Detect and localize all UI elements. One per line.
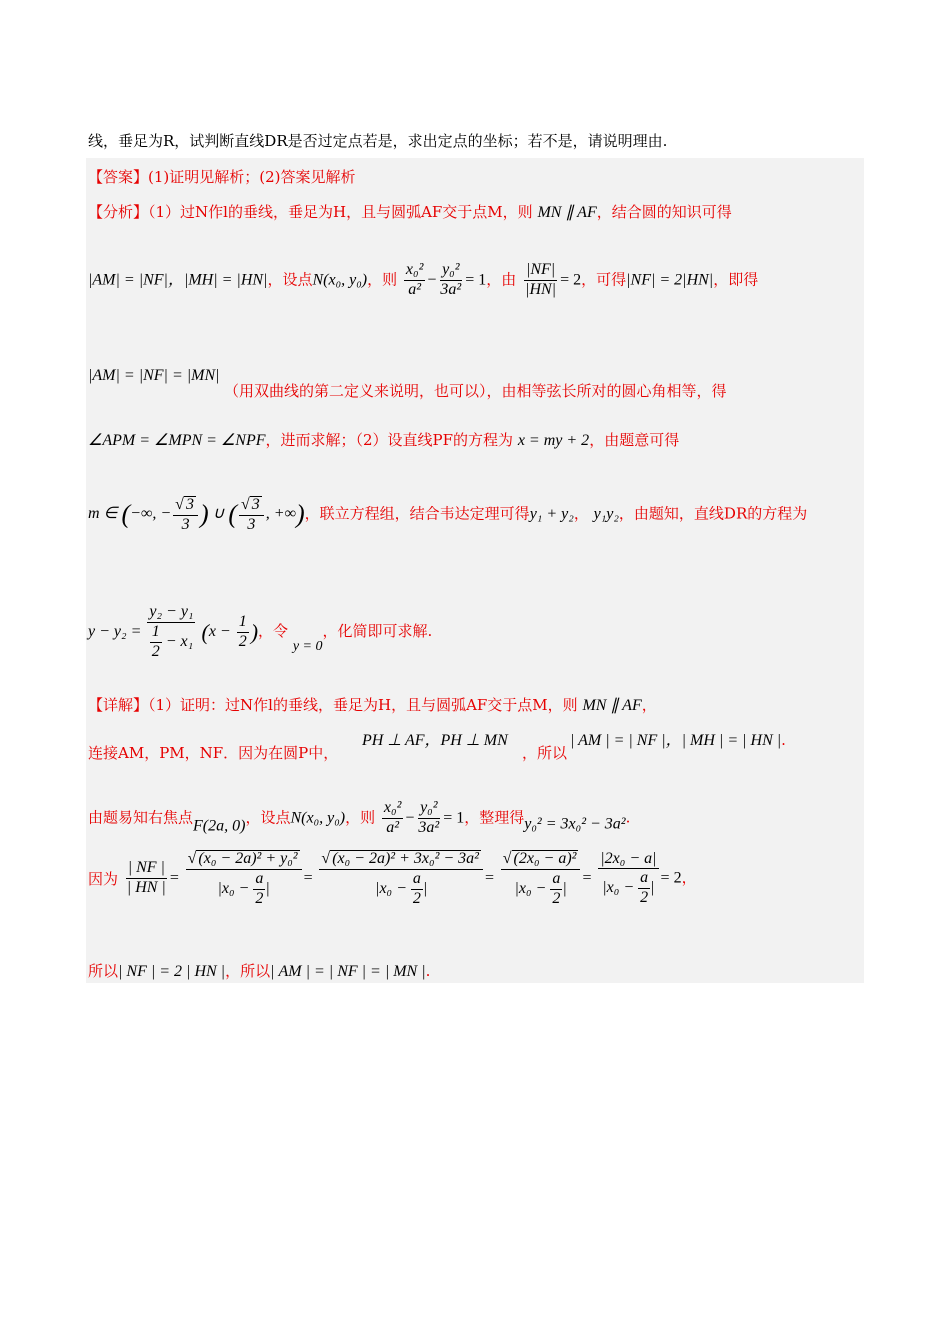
detail-text-5: 所以 xyxy=(88,962,119,980)
detail-math-3c: y₀² = 3x₀² − 3a² xyxy=(524,815,626,833)
analysis-line-5: m ∈ (−∞, − $\frac{√ 3}{3}$ ) ∪ ( $\frac{√ 3}{3}$ , +∞)，联立方程组，结合韦达定理可得y₁ + y₂， y₁y₂，由题知，直线DR的方程为 xyxy=(88,496,808,533)
analysis-text-2d: ，则 xyxy=(367,270,398,289)
detail-line-4: 因为 $\frac{| NF |}{| HN |}$ = √ (x₀ − 2a)² + y₀² |x₀ − $\frac{a}{2}$ | = √ (x₀ − 2a)² + 3x₀² − 3a² |x₀ − $\frac{a}{2}$ | = √ (2x₀ − a)² |x₀ − $\frac{a}{2}$ | = |2x₀ − a| |x₀ − $\frac{a}{2}$ | = 2， xyxy=(88,849,697,907)
analysis-math-2i: |NF| = 2|HN| xyxy=(626,271,714,289)
analysis-math-5a: y₁ + y₂ xyxy=(529,505,574,523)
analysis-line-3 xyxy=(88,366,220,385)
detail-text-3d: ，整理得 xyxy=(464,808,525,827)
analysis-text-6: ，令 xyxy=(258,621,289,640)
analysis-text-1b: ，结合圆的知识可得 xyxy=(596,203,732,221)
analysis-line-3b xyxy=(224,380,727,401)
detail-line-1: 【详解】（1）证明：过N作l的垂线，垂足为H，且与圆弧AF交于点M，则 MN ∥ AF， xyxy=(88,696,657,714)
analysis-math-4: ∠APM = ∠MPN = ∠NPF xyxy=(88,432,266,449)
detail-line-3: 由题易知右焦点F(2a, 0)，设点N(x₀, y₀)，则 $\frac{\text{x₀²}}{\text{a²}}$ − $\frac{\text{y₀²}}{\text{3a²}}$ = 1，整理得y₀² = 3x₀² − 3a². xyxy=(88,799,631,836)
detail-math-2: PH ⊥ AF，PH ⊥ MN xyxy=(362,732,508,749)
analysis-tag: 【分析】 xyxy=(88,203,149,221)
detail-math-5b: | AM | = | NF | = | MN | xyxy=(270,963,426,980)
detail-line-2d: | AM | = | NF |，| MH | = | HN |. xyxy=(570,731,786,749)
detail-math-2b: | AM | = | NF |，| MH | = | HN | xyxy=(570,732,782,749)
fraction-nf-hn-2: $\frac{| NF |}{| HN |}$ xyxy=(126,859,166,897)
detail-math-4: = 2 xyxy=(660,869,682,887)
detail-text-3c: ，则 xyxy=(345,808,376,827)
analysis-text-3: （用双曲线的第二定义来说明，也可以），由相等弦长所对的圆心角相等，得 xyxy=(224,382,727,400)
analysis-math-5b: y₁y₂ xyxy=(593,505,619,523)
detail-line-2b xyxy=(362,727,508,750)
analysis-text-2h: ，可得 xyxy=(581,270,627,289)
detail-tag: 【详解】 xyxy=(88,696,149,714)
line-dr-equation: y − y₂ = y₂ − y₁ $\frac{1}{2}$ − x₁ (x − $\frac{1}{2}$ ) xyxy=(88,603,259,660)
analysis-text-4: ，进而求解；（2）设直线PF的方程为 xyxy=(265,431,514,449)
detail-math-5: | NF | = 2 | HN | xyxy=(118,963,226,980)
analysis-math-4b: x = my + 2 xyxy=(517,432,590,449)
detail-line-2 xyxy=(88,742,338,763)
analysis-math-2e: = 1 xyxy=(465,271,487,289)
detail-math-3b: N(x₀, y₀) xyxy=(290,809,346,827)
detail-math-3: F(2a, 0) xyxy=(193,817,246,835)
analysis-text-4b: ，由题意可得 xyxy=(589,431,680,449)
detail-math-1: MN ∥ AF xyxy=(582,697,642,714)
analysis-text-5b: ，由题知，直线DR的方程为 xyxy=(618,504,808,523)
detail-text-1: （1）证明：过N作l的垂线，垂足为H，且与圆弧AF交于点M，则 xyxy=(148,696,578,714)
fraction-x0-a: $\frac{\text{x₀²}}{\text{a²}}$ xyxy=(405,261,424,298)
analysis-line-2: |AM| = |NF|，|MH| = |HN|，设点N(x₀, y₀)，则 $\frac{\text{x₀²}}{\text{a²}}$ − $\frac{\text{y₀²}}{\text{3a²}}$ = 1，由 $\frac{|NF|}{|HN|}$ = 2，可得|NF| = 2|HN|，即得 xyxy=(88,261,759,298)
detail-text-2b: ，所以 xyxy=(522,744,568,762)
detail-text-3b: ，设点 xyxy=(245,808,291,827)
fraction-step-1: √ (x₀ − 2a)² + y₀² |x₀ − $\frac{a}{2}$ | xyxy=(186,850,302,907)
analysis-text-2b: ，设点 xyxy=(267,270,313,289)
analysis-text-1: （1）过N作l的垂线，垂足为H，且与圆弧AF交于点M，则 xyxy=(148,203,533,221)
intro-line: 线，垂足为R，试判断直线DR是否过定点若是，求出定点的坐标；若不是，请说明理由. xyxy=(88,132,668,150)
analysis-math-3: |AM| = |NF| = |MN| xyxy=(88,367,220,384)
analysis-line-4 xyxy=(88,429,679,450)
analysis-math-2c: N(x₀, y₀) xyxy=(312,271,368,289)
analysis-math-1: MN ∥ AF xyxy=(537,204,597,221)
analysis-math-6: y = 0 xyxy=(292,638,323,654)
fraction-step-3: √ (2x₀ − a)² |x₀ − $\frac{a}{2}$ | xyxy=(501,850,581,907)
analysis-text-5: ，联立方程组，结合韦达定理可得 xyxy=(304,504,530,523)
fraction-y0-3a: $\frac{\text{y₀²}}{\text{3a²}}$ xyxy=(440,261,462,298)
fraction-nf-hn: $\frac{|NF|}{|HN|}$ xyxy=(525,261,557,298)
detail-line-2c xyxy=(522,742,567,763)
detail-line-5: 所以| NF | = 2 | HN |，所以| AM | = | NF | = | MN |. xyxy=(88,962,431,980)
answer-text: (1)证明见解析；(2)答案见解析 xyxy=(148,168,356,186)
fraction-step-2: √ (x₀ − 2a)² + 3x₀² − 3a² |x₀ − $\frac{a}{2}$ | xyxy=(319,850,483,907)
analysis-text-2f: ，由 xyxy=(486,270,517,289)
detail-text-5b: ，所以 xyxy=(225,962,271,980)
analysis-text-2j: ，即得 xyxy=(713,270,759,289)
analysis-line-6 xyxy=(88,604,432,660)
analysis-math-2a: |AM| = |NF|，|MH| = |HN| xyxy=(88,271,268,289)
answer-line xyxy=(88,166,356,187)
analysis-line-1 xyxy=(88,201,732,222)
fraction-x0-a-2: $\frac{\text{x₀²}}{\text{a²}}$ xyxy=(383,799,402,836)
analysis-text-6b: ，化简即可求解. xyxy=(322,621,433,640)
fraction-step-4: |2x₀ − a| |x₀ − $\frac{a}{2}$ | xyxy=(600,849,657,907)
detail-text-3: 由题易知右焦点 xyxy=(88,808,194,827)
m-interval: m ∈ (−∞, − $\frac{√ 3}{3}$ ) ∪ ( $\frac{√ 3}{3}$ , +∞) xyxy=(88,496,305,533)
detail-text-4: 因为 xyxy=(88,870,119,889)
detail-text-2: 连接AM，PM，NF．因为在圆P中， xyxy=(88,744,339,762)
fraction-y0-3a-2: $\frac{\text{y₀²}}{\text{3a²}}$ xyxy=(418,799,440,836)
answer-tag: 【答案】 xyxy=(88,168,149,186)
analysis-math-2g: = 2 xyxy=(560,271,582,289)
